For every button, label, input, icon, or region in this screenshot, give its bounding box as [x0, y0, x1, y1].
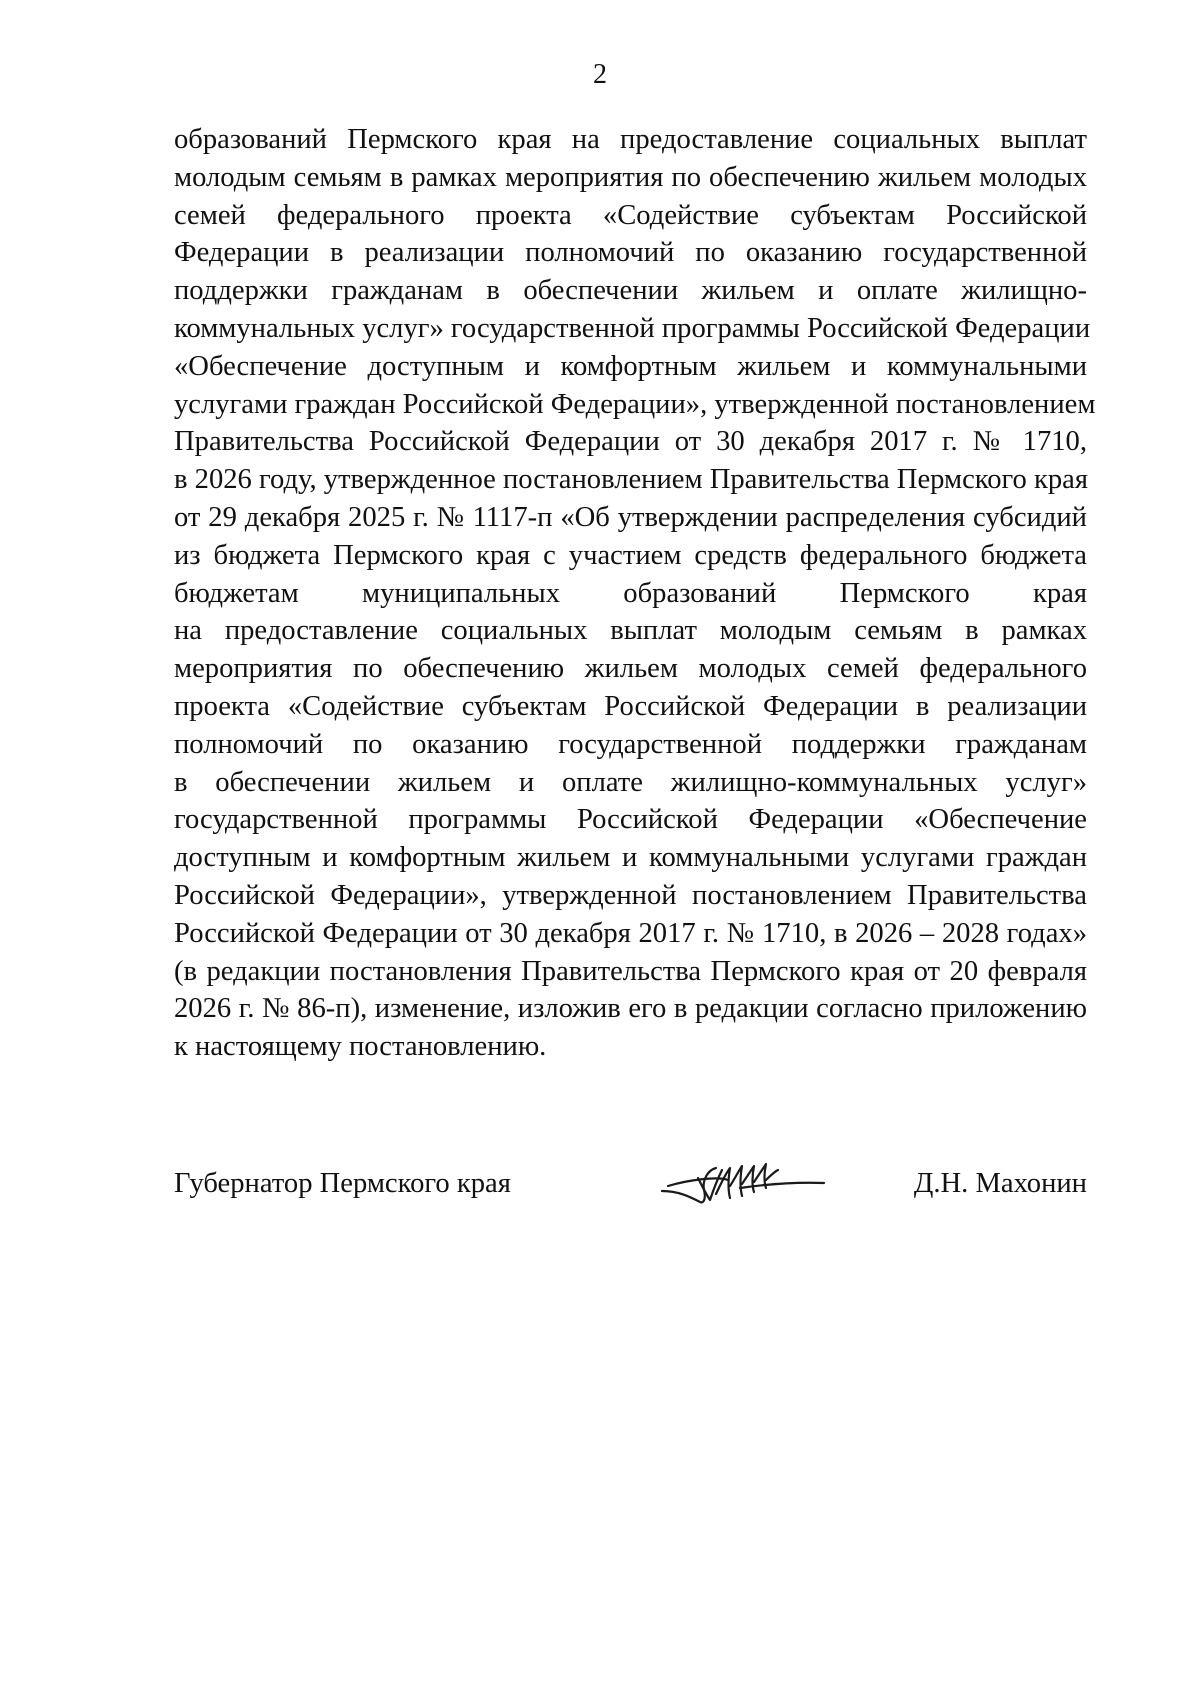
signature-block	[174, 1158, 1087, 1214]
page-number: 2	[593, 59, 607, 90]
body-line: «Обеспечение доступным и комфортным жильем и коммунальными	[174, 350, 1087, 382]
signatory-name: Д.Н. Махонин	[913, 1168, 1087, 1199]
body-line: доступным и комфортным жильем и коммунальными услугами граждан	[174, 842, 1087, 874]
body-line: к настоящему постановлению.	[174, 1031, 547, 1063]
body-line: Российской Федерации», утвержденной постановлением Правительства	[174, 879, 1087, 911]
body-line: 2026 г. № 86-п), изменение, изложив его в редакции согласно приложению	[174, 993, 1087, 1025]
body-line: в обеспечении жильем и оплате жилищно-коммунальных услуг»	[174, 766, 1087, 798]
body-line: услугами граждан Российской Федерации», утвержденной постановлением	[174, 388, 1096, 420]
body-line: государственной программы Российской Федерации «Обеспечение	[174, 804, 1087, 836]
body-line: на предоставление социальных выплат молодым семьям в рамках	[174, 615, 1087, 647]
body-line: проекта «Содействие субъектам Российской Федерации в реализации	[174, 690, 1087, 722]
body-line: семей федерального проекта «Содействие субъектам Российской	[174, 199, 1087, 231]
body-line: (в редакции постановления Правительства Пермского края от 20 февраля	[174, 955, 1087, 987]
body-line: бюджетам муниципальных образований Пермского края	[174, 577, 1087, 609]
body-line: образований Пермского края на предоставление социальных выплат	[174, 124, 1087, 155]
body-text	[174, 121, 1096, 1066]
body-line: коммунальных услуг» государственной программы Российской Федерации	[174, 312, 1091, 344]
handwritten-signature-icon	[658, 1158, 828, 1208]
body-line: из бюджета Пермского края с участием средств федерального бюджета	[174, 539, 1087, 571]
body-line: Федерации в реализации полномочий по оказанию государственной	[174, 237, 1087, 269]
body-line: полномочий по оказанию государственной поддержки гражданам	[174, 728, 1087, 760]
body-line: Российской Федерации от 30 декабря 2017 г. № 1710, в 2026 – 2028 годах»	[174, 917, 1087, 949]
body-line: мероприятия по обеспечению жильем молодых семей федерального	[174, 653, 1087, 685]
body-line: поддержки гражданам в обеспечении жильем и оплате жилищно-	[174, 275, 1087, 307]
body-line: молодым семьям в рамках мероприятия по обеспечению жильем молодых	[174, 161, 1087, 193]
body-line: Правительства Российской Федерации от 30 декабря 2017 г. № 1710,	[174, 426, 1087, 458]
signatory-title: Губернатор Пермского края	[174, 1168, 511, 1199]
body-line: в 2026 году, утвержденное постановлением Правительства Пермского края	[174, 464, 1089, 496]
body-line: от 29 декабря 2025 г. № 1117-п «Об утверждении распределения субсидий	[174, 501, 1087, 533]
